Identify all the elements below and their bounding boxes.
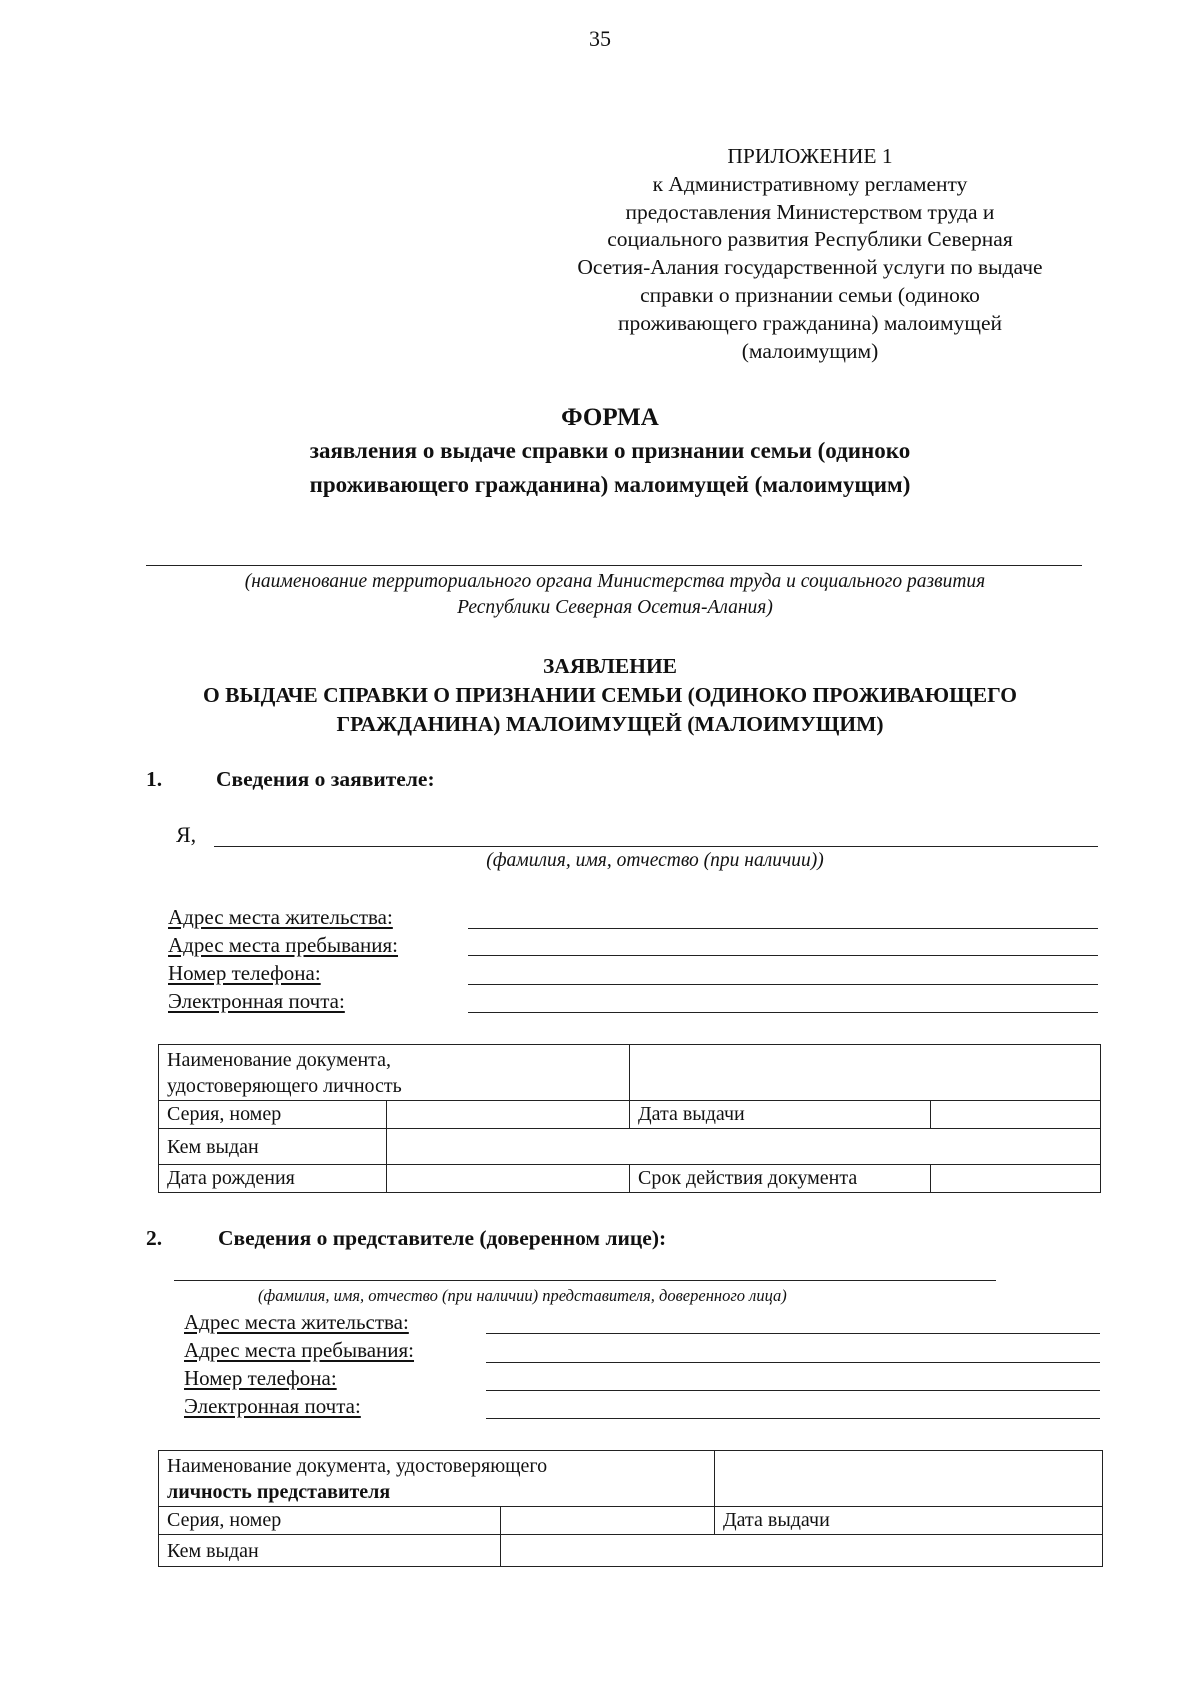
statement-title-line: ГРАЖДАНИНА) МАЛОИМУЩЕЙ (МАЛОИМУЩИМ) [336, 712, 884, 736]
birth-date-input[interactable] [387, 1165, 630, 1193]
organ-name-line[interactable] [146, 565, 1082, 566]
issued-by-input[interactable] [387, 1129, 1101, 1165]
rep-series-number-label: Серия, номер [159, 1507, 501, 1535]
section1-title: Сведения о заявителе: [216, 767, 435, 791]
email-field[interactable] [468, 1012, 1098, 1013]
rep-stay-address-field[interactable] [486, 1362, 1100, 1363]
rep-stay-address-label: Адрес места пребывания: [184, 1338, 415, 1362]
phone-label: Номер телефона: [168, 961, 321, 985]
rep-issue-date-label: Дата выдачи [715, 1507, 1103, 1535]
issue-date-label: Дата выдачи [630, 1101, 931, 1129]
applicant-document-table [158, 1044, 1101, 1193]
residence-address-label: Адрес места жительства: [168, 905, 393, 929]
series-number-input[interactable] [387, 1101, 630, 1129]
doc-name-input[interactable] [630, 1045, 1101, 1101]
section1-number: 1. [146, 767, 163, 791]
rep-phone-field[interactable] [486, 1390, 1100, 1391]
rep-phone-label: Номер телефона: [184, 1366, 337, 1390]
appendix-line: (малоимущим) [741, 338, 879, 363]
stay-address-label: Адрес места пребывания: [168, 933, 399, 957]
rep-email-field[interactable] [486, 1418, 1100, 1419]
rep-email-label: Электронная почта: [184, 1394, 361, 1418]
representative-document-table [158, 1450, 1103, 1567]
organ-caption-line: (наименование территориального органа Министерства труда и социального развития [244, 571, 986, 592]
phone-field[interactable] [468, 984, 1098, 985]
representative-name-field[interactable] [174, 1280, 996, 1281]
organ-caption [140, 569, 1090, 621]
applicant-name-field[interactable] [214, 846, 1098, 847]
form-subtitle-line: заявления о выдаче справки о признании семьи (одиноко [309, 438, 911, 463]
doc-name-label: Наименование документа, [167, 1049, 392, 1071]
organ-caption-line: Республики Северная Осетия-Алания) [457, 597, 773, 618]
statement-title-line: ЗАЯВЛЕНИЕ [542, 654, 678, 678]
appendix-line: проживающего гражданина) малоимущей [618, 310, 1002, 335]
rep-doc-name-label: Наименование документа, удостоверяющего [167, 1455, 548, 1477]
rep-issued-by-label: Кем выдан [159, 1535, 501, 1567]
applicant-ya-label: Я, [176, 822, 197, 847]
page-number: 35 [589, 26, 611, 51]
rep-residence-address-field[interactable] [486, 1333, 1100, 1334]
appendix-line: к Административному регламенту [652, 171, 968, 196]
residence-address-field[interactable] [468, 928, 1098, 929]
form-title: ФОРМА [561, 404, 659, 431]
appendix-line: ПРИЛОЖЕНИЕ 1 [727, 144, 893, 168]
representative-name-hint: (фамилия, имя, отчество (при наличии) представителя, доверенного лица) [258, 1286, 787, 1305]
series-number-label: Серия, номер [159, 1101, 387, 1129]
section2-title: Сведения о представителе (доверенном лице): [218, 1226, 667, 1250]
appendix-line: Осетия-Алания государственной услуги по выдаче [577, 255, 1043, 280]
doc-name-cell [159, 1045, 630, 1101]
rep-series-number-input[interactable] [501, 1507, 715, 1535]
rep-doc-name-input[interactable] [715, 1451, 1103, 1507]
form-subtitle-line: проживающего гражданина) малоимущей (малоимущим) [309, 472, 911, 497]
applicant-name-hint: (фамилия, имя, отчество (при наличии)) [486, 850, 824, 871]
rep-doc-name-cell [159, 1451, 715, 1507]
rep-doc-name-label: личность представителя [167, 1481, 391, 1503]
rep-issued-by-input[interactable] [501, 1535, 1103, 1567]
section2-number: 2. [146, 1226, 163, 1250]
appendix-line: социального развития Республики Северная [607, 227, 1013, 252]
appendix-line: предоставления Министерством труда и [625, 199, 995, 224]
appendix-block [540, 143, 1080, 365]
appendix-line: справки о признании семьи (одиноко [640, 282, 980, 307]
issued-by-label: Кем выдан [159, 1129, 387, 1165]
doc-name-label: удостоверяющего личность [167, 1075, 402, 1097]
issue-date-input[interactable] [931, 1101, 1101, 1129]
stay-address-field[interactable] [468, 955, 1098, 956]
statement-title [120, 652, 1100, 739]
statement-title-line: О ВЫДАЧЕ СПРАВКИ О ПРИЗНАНИИ СЕМЬИ (ОДИНОКО ПРОЖИВАЮЩЕГО [203, 683, 1017, 707]
email-label: Электронная почта: [168, 989, 345, 1013]
validity-input[interactable] [931, 1165, 1101, 1193]
form-subtitle [120, 434, 1100, 502]
birth-date-label: Дата рождения [159, 1165, 387, 1193]
rep-residence-address-label: Адрес места жительства: [184, 1310, 409, 1334]
validity-label: Срок действия документа [630, 1165, 931, 1193]
